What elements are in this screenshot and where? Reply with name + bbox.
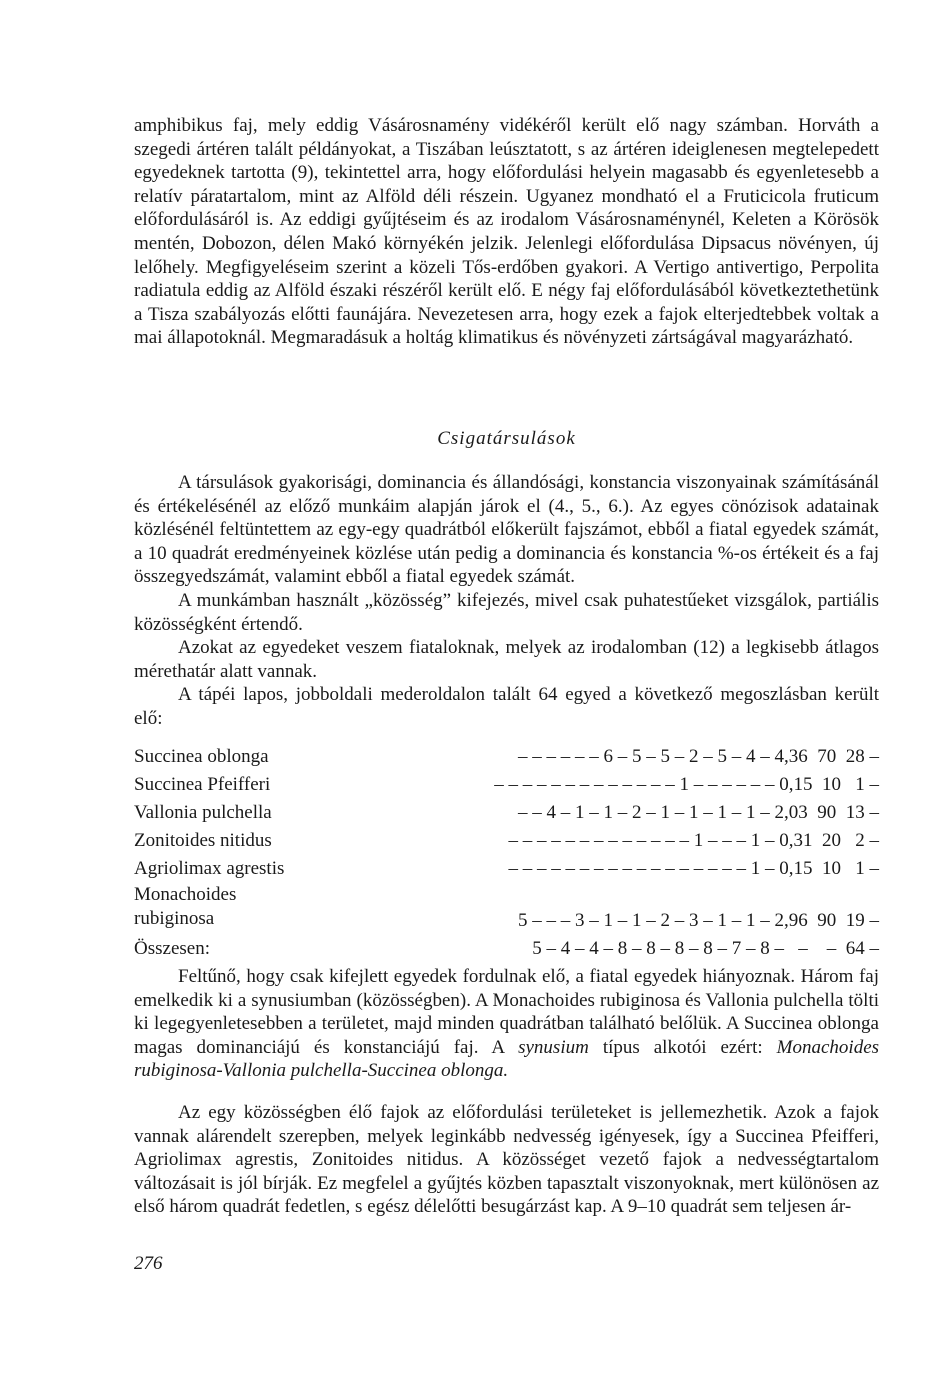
body-text-block-1 [134,114,879,350]
body-text-block-2 [134,471,879,731]
species-name: Agriolimax agrestis [134,858,285,879]
species-values: – – – – – – 6 – 5 – 5 – 2 – 5 – 4 – 4,36 70 28 – [518,746,879,767]
species-table [134,743,879,963]
body-text-block-4 [134,1101,879,1219]
species-name: Zonitoides nitidus [134,830,272,851]
section-heading: Csigatársulások [437,428,576,449]
species-values: – – – – – – – – – – – – – 1 – – – 1 – 0,31 20 2 – [508,830,879,851]
paragraph-3-text: Feltűnő, hogy csak kifejlett egyedek fordulnak elő, a fiatal egyedek hiányoznak. Három faj emelkedik ki a synusiumban (közösségben). A Monachoides rubiginosa és Vallonia pulchella tölti ki legegyenletesebben a területet, majd minden quadrátban található belőlük. A Succinea oblonga magas dominanciájú és konstanciájú faj. A [134,966,879,1058]
species-name: Succinea oblonga [134,746,269,767]
species-values: – – – – – – – – – – – – – 1 – – – – – – 0,15 10 1 – [494,774,879,795]
species-name: Vallonia pulchella [134,802,272,823]
table-row [134,855,879,883]
paragraph-2: A társulások gyakorisági, dominancia és állandósági, konstancia viszonyainak számításánál és értékelésénél az előző munkáim alapján járok el (4., 5., 6.). Az egyes cönózisok adatainak közlésénél feltüntettem az egy-egy quadrátból előkerült fajszámot, ebből a fiatal egyedek számát, a 10 quadrát eredményeinek közlése után pedig a dominancia és konstancia %-os értékeit és a faj összegyedszámát, valamint ebből a fiatal egyedek számát. [134,472,879,588]
table-row [134,827,879,855]
page-number: 276 [134,1253,163,1274]
table-row [134,799,879,827]
species-name: Succinea Pfeifferi [134,774,271,795]
table-row [134,883,879,935]
paragraph-4: Az egy közösségben élő fajok az előfordulási területeket is jellemezhetik. Azok a fajok vannak alárendelt szerepben, melyek leginkább nedvesség igényesek, így a Succinea Pfeifferi, Agriolimax agrestis, Zonitoides nitidus. A közösséget vezető fajok a nedvességtartalom változásait is jól bírják. Ez megfelel a gyűjtés közben tapasztalt viszonyoknak, mert különösen az első három quadrát fedetlen, s egész délelőtti besugárzást kap. A 9–10 quadrát sem teljesen ár- [134,1102,879,1218]
paragraph-3 [134,965,879,1083]
paragraph-2b: A munkámban használt „közösség” kifejezés, mivel csak puhatestűeket vizsgálok, partiális közösségként értendő. [134,589,879,635]
body-text-block-3 [134,965,879,1083]
species-values: 5 – – – 3 – 1 – 1 – 2 – 3 – 1 – 1 – 2,96 90 19 – [518,910,879,931]
species-name: Monachoides rubiginosa [134,884,237,929]
total-label: Összesen: [134,938,210,959]
paragraph-3-italic-term: synusium [518,1036,589,1058]
paragraph-2c: Azokat az egyedeket veszem fiataloknak, melyek az irodalomban (12) a legkisebb átlagos mérethatár alatt vannak. [134,637,879,682]
paragraph-1: amphibikus faj, mely eddig Vásárosnamény vidékéről került elő nagy számban. Horváth a szegedi ártéren talált példányokat, a Tiszában leúsztatott, s az ártéren ideiglenesen megtelepedett egyedeknek tartotta (9), tekintettel arra, hogy előfordulási helyein magasabb és egyenletesebb a relatív páratartalom, mint az Alföld déli részein. Ugyanez mondható el a Fruticicola fruticum előfordulásáról is. Az eddigi gyűjtéseim és az irodalom Vásárosnaménynél, Keleten a Körösök mentén, Dobozon, délen Makó környékén jelzik. Jelenlegi előfordulása Dipsacus növényen, új lelőhely. Megfigyeléseim szerint a közeli Tős-erdőben gyakori. A Vertigo antivertigo, Perpolita radiatula eddig az Alföld északi részéről került elő. E négy faj előfordulásából következtethetünk a Tisza szabályozás előtti faunájára. Nevezetesen arra, hogy ezek a fajok elterjedtebbek voltak a mai állapotoknál. Megmaradásuk a holtág klimatikus és növényzeti zártságával magyarázható. [134,115,879,349]
total-values: 5 – 4 – 4 – 8 – 8 – 8 – 8 – 7 – 8 – – – 64 – [532,938,879,959]
table-row [134,743,879,771]
paragraph-2d: A tápéi lapos, jobboldali mederoldalon talált 64 egyed a következő megoszlásban került elő: [134,684,879,729]
species-values: – – 4 – 1 – 1 – 2 – 1 – 1 – 1 – 1 – 2,03 90 13 – [518,802,879,823]
species-values: – – – – – – – – – – – – – – – – – 1 – 0,15 10 1 – [508,858,879,879]
table-row [134,771,879,799]
paragraph-3-mid: típus alkotói ezért: [602,1036,763,1058]
table-total-row [134,935,879,963]
paragraph-3-species-list: Monachoides rubiginosa-Vallonia pulchella-Succinea oblonga. [134,1036,880,1082]
